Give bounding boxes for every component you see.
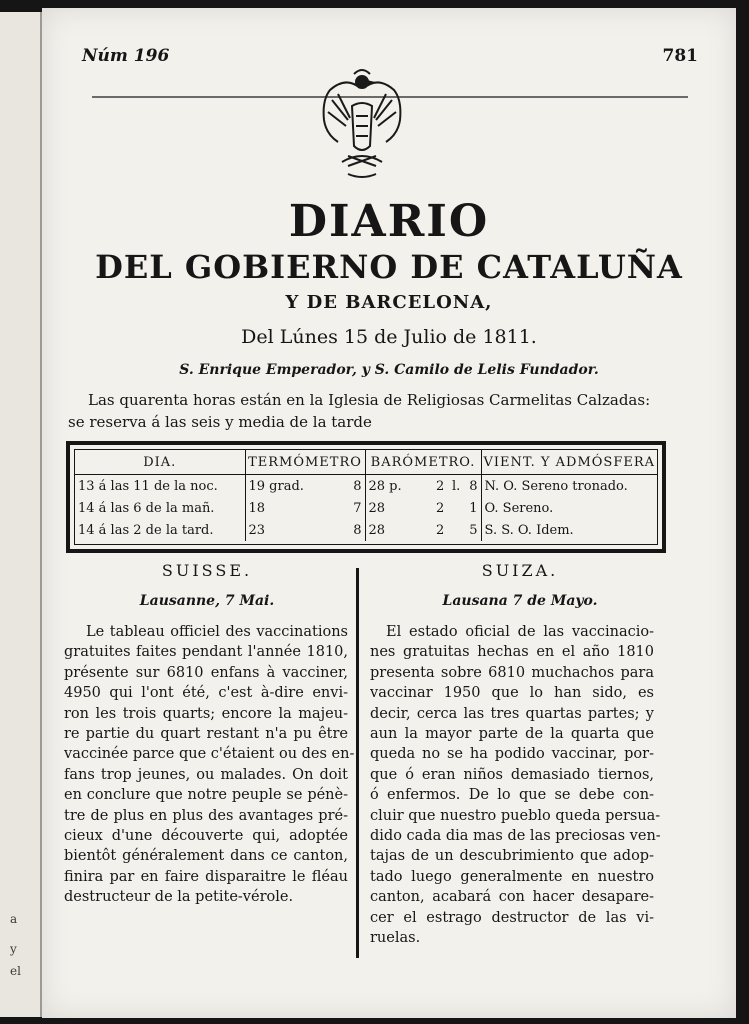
cell-baro: 28 xyxy=(365,519,433,541)
cell-termo: 18 xyxy=(245,497,345,519)
dateline: Del Lúnes 15 de Julio de 1811. xyxy=(241,326,537,348)
article-line: fans trop jeunes, ou malades. On doit xyxy=(64,766,348,783)
article-line: que ó eran niños demasiado tiernos, xyxy=(370,766,654,783)
article-line: cieux d'une découverte qui, adoptée xyxy=(64,828,348,845)
article-line: tajas de un descubrimiento que adop- xyxy=(370,848,654,865)
article-line: présente sur 6810 enfans à vacciner, xyxy=(64,664,348,681)
cell-dia: 14 á las 6 de la mañ. xyxy=(78,500,215,516)
article-line: gratuites faites pendant l'année 1810, xyxy=(64,644,348,661)
cell-viento: S. S. O. Idem. xyxy=(481,519,657,541)
cell-baro-l: 2 xyxy=(436,500,445,516)
cell-dia: 14 á las 2 de la tard. xyxy=(78,522,214,538)
cell-baro: 28 p. xyxy=(365,475,433,498)
article-spanish xyxy=(370,622,661,949)
article-line: presenta sobre 6810 muchachos para xyxy=(370,664,654,681)
article-line: ruelas. xyxy=(370,930,421,947)
cell-baro-frac: 8 xyxy=(469,478,478,494)
article-line: queda no se ha podido vaccinar, por- xyxy=(370,746,654,763)
title-diario: DIARIO xyxy=(288,196,490,247)
heading-suisse: SUISSE. xyxy=(161,561,253,580)
article-line: 4950 qui l'ont été, c'est à-dire envi- xyxy=(64,685,348,702)
cell-dia: 13 á las 11 de la noc. xyxy=(78,478,218,494)
header-termometro: TERMÓMETRO xyxy=(245,450,365,475)
article-line: vaccinar 1950 que lo han sido, es xyxy=(370,685,654,702)
article-line: destructeur de la petite-vérole. xyxy=(64,889,294,906)
weather-header-row xyxy=(75,450,657,475)
header-barometro: BARÓMETRO. xyxy=(365,450,481,475)
eagle-emblem-icon xyxy=(312,66,412,190)
cell-viento: N. O. Sereno tronado. xyxy=(481,475,657,498)
weather-row xyxy=(75,519,657,541)
article-line: decir, cerca las tres quartas partes; y xyxy=(370,705,654,722)
cell-termo-frac: 8 xyxy=(353,522,362,538)
cell-baro-unit: l. xyxy=(452,478,461,494)
margin-fragment: y xyxy=(10,942,17,956)
saints-of-the-day: S. Enrique Emperador, y S. Camilo de Lelis Fundador. xyxy=(179,362,599,378)
margin-fragment: el xyxy=(10,964,21,978)
article-french xyxy=(64,622,355,908)
cell-baro-l: 2 xyxy=(436,478,445,494)
article-line: ron les trois quarts; encore la majeu- xyxy=(64,705,348,722)
cell-termo-frac: 7 xyxy=(353,500,362,516)
article-line: re partie du quart restant n'a pu être xyxy=(64,726,348,743)
cell-baro-frac: 5 xyxy=(469,522,478,538)
church-notice-line: se reserva á las seis y media de la tarde xyxy=(68,413,372,431)
article-line: ó enfermos. De lo que se debe con- xyxy=(370,787,654,804)
article-line: vaccinée parce que c'étaient ou des en- xyxy=(64,746,355,763)
weather-row xyxy=(75,497,657,519)
title-gobierno: DEL GOBIERNO DE CATALUÑA xyxy=(95,248,683,286)
cell-termo-frac: 8 xyxy=(353,478,362,494)
article-line: dido cada dia mas de las preciosas ven- xyxy=(370,828,661,845)
article-line: El estado oficial de las vaccinacio- xyxy=(386,624,654,640)
article-line: tre de plus en plus des avantages pré- xyxy=(64,807,348,824)
article-line: en conclure que notre peuple se pénè- xyxy=(64,787,348,804)
place-lausana-es: Lausana 7 de Mayo. xyxy=(442,593,598,609)
facing-page-edge xyxy=(0,12,42,1017)
article-line: Le tableau officiel des vaccinations xyxy=(86,624,348,640)
article-line: nes gratuitas hechas en el año 1810 xyxy=(370,644,654,661)
heading-suiza: SUIZA. xyxy=(481,561,559,580)
page-number: 781 xyxy=(662,46,698,66)
article-line: finira par en faire disparaitre le fléau xyxy=(64,868,348,885)
header-dia: DIA. xyxy=(75,450,245,475)
article-line: cer el estrago destructor de las vi- xyxy=(370,909,654,926)
cell-baro-unit xyxy=(449,497,465,519)
cell-viento: O. Sereno. xyxy=(481,497,657,519)
article-line: canton, acabará con hacer desapare- xyxy=(370,889,654,906)
column-divider xyxy=(356,568,359,958)
newspaper-page xyxy=(42,8,736,1018)
place-lausanne-fr: Lausanne, 7 Mai. xyxy=(139,593,275,609)
header-viento: VIENT. Y ADMÓSFERA xyxy=(481,450,657,475)
title-barcelona: Y DE BARCELONA, xyxy=(285,292,493,313)
cell-baro: 28 xyxy=(365,497,433,519)
weather-row xyxy=(75,475,657,498)
article-line: aun la mayor parte de la quarta que xyxy=(370,726,654,743)
cell-baro-l: 2 xyxy=(436,522,445,538)
article-line: tado luego generalmente en nuestro xyxy=(370,868,654,885)
cell-termo: 23 xyxy=(245,519,345,541)
cell-baro-frac: 1 xyxy=(469,500,478,516)
article-line: cluir que nuestro pueblo queda persua- xyxy=(370,807,661,824)
cell-termo: 19 grad. xyxy=(245,475,345,498)
church-notice-line: Las quarenta horas están en la Iglesia de Religiosas Carmelitas Calzadas: xyxy=(88,391,651,409)
article-line: bientôt généralement dans ce canton, xyxy=(64,848,348,865)
cell-baro-unit xyxy=(449,519,465,541)
margin-fragment: a xyxy=(10,912,18,926)
weather-table xyxy=(66,441,666,553)
issue-number: Núm 196 xyxy=(82,46,170,66)
